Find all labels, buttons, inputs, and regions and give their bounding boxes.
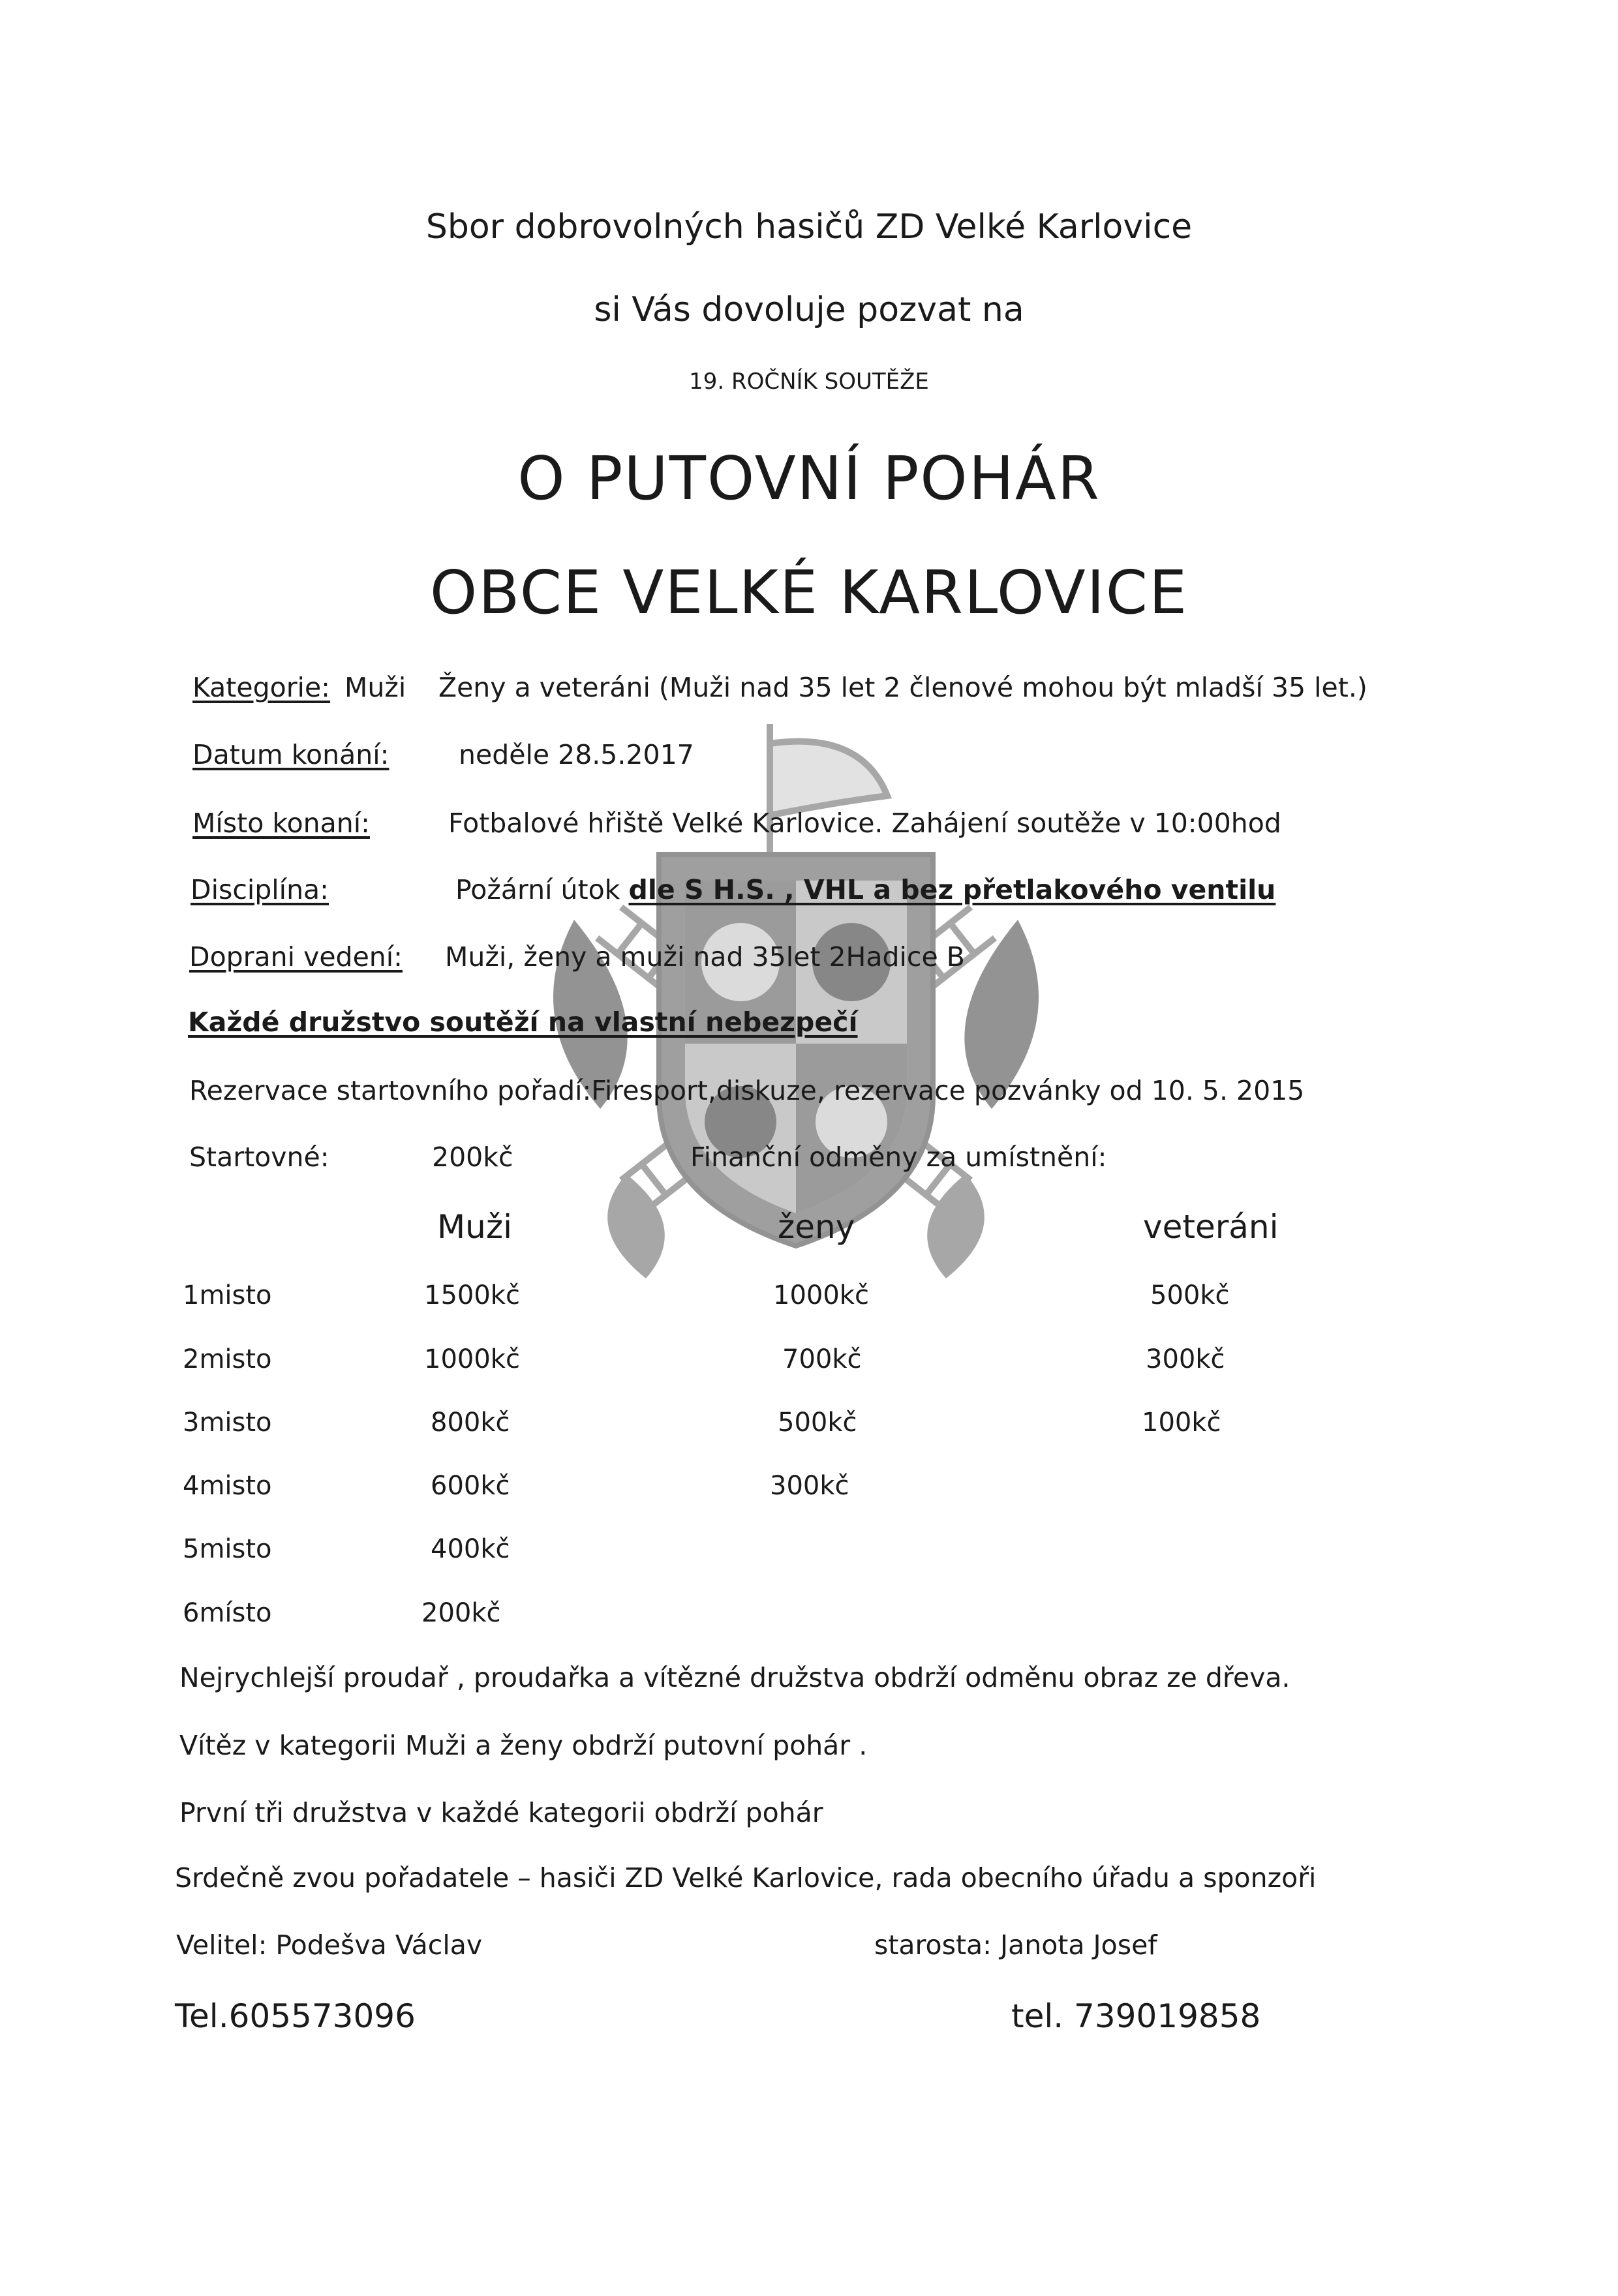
footer-line-4: Srdečně zvou pořadatele – hasiči ZD Velké Karlovice, rada obecního úřadu a sponzoři bbox=[175, 1862, 1317, 1894]
row-muzi: 800kč bbox=[431, 1408, 510, 1438]
risk-notice: Každé družstvo soutěží na vlastní nebezpečí bbox=[188, 1006, 858, 1038]
row-veterani: 300kč bbox=[1146, 1344, 1225, 1374]
edition-line: 19. ROČNÍK SOUTĚŽE bbox=[689, 369, 929, 395]
title-line-1: O PUTOVNÍ POHÁR bbox=[517, 444, 1101, 513]
commander-phone: Tel.605573096 bbox=[175, 1997, 416, 2035]
place-value: Fotbalové hřiště Velké Karlovice. Zahájení soutěže v 10:00hod bbox=[448, 808, 1281, 839]
date-label: Datum konání: bbox=[192, 739, 389, 770]
row-veterani: 100kč bbox=[1142, 1408, 1221, 1438]
row-zeny: 700kč bbox=[782, 1344, 862, 1374]
category-muzi: Muži bbox=[344, 672, 406, 703]
reservation-line: Rezervace startovního pořadí:Firesport,diskuze, rezervace pozvánky od 10. 5. 2015 bbox=[189, 1075, 1305, 1106]
row-place: 4misto bbox=[183, 1471, 272, 1501]
row-place: 3misto bbox=[183, 1408, 272, 1438]
row-muzi: 400kč bbox=[431, 1534, 510, 1564]
row-veterani: 500kč bbox=[1150, 1280, 1230, 1310]
mayor-name: starosta: Janota Josef bbox=[874, 1929, 1157, 1961]
footer-line-2: Vítěz v kategorii Muži a ženy obdrží putovní pohár . bbox=[179, 1730, 868, 1761]
date-value: neděle 28.5.2017 bbox=[459, 739, 694, 770]
footer-line-1: Nejrychlejší proudař , proudařka a vítězné družstva obdrží odměnu obraz ze dřeva. bbox=[179, 1662, 1290, 1693]
title-line-2: OBCE VELKÉ KARLOVICE bbox=[429, 558, 1189, 627]
discipline-rules: dle S H.S. , VHL a bez přetlakového ventilu bbox=[628, 874, 1276, 905]
category-value: Ženy a veteráni (Muži nad 35 let 2 členové mohou být mladší 35 let.) bbox=[438, 672, 1367, 703]
row-place: 2misto bbox=[183, 1344, 272, 1374]
row-muzi: 200kč bbox=[421, 1598, 501, 1628]
organization-heading: Sbor dobrovolných hasičů ZD Velké Karlovice bbox=[425, 207, 1193, 247]
fee-label: Startovné: bbox=[189, 1141, 329, 1173]
row-place: 5misto bbox=[183, 1534, 272, 1564]
discipline-label: Disciplína: bbox=[191, 874, 329, 905]
row-place: 6místo bbox=[183, 1598, 272, 1628]
column-veterani: veteráni bbox=[1143, 1208, 1279, 1246]
prizes-label: Finanční odměny za umístnění: bbox=[690, 1141, 1107, 1173]
discipline-prefix: Požární útok bbox=[455, 874, 620, 905]
invite-line: si Vás dovoluje pozvat na bbox=[594, 290, 1024, 329]
row-zeny: 300kč bbox=[770, 1471, 849, 1501]
column-zeny: ženy bbox=[778, 1208, 855, 1246]
row-muzi: 1000kč bbox=[424, 1344, 520, 1374]
discipline-value bbox=[455, 874, 1275, 905]
footer-line-3: První tři družstva v každé kategorii obdrží pohár bbox=[179, 1797, 823, 1828]
column-muzi: Muži bbox=[437, 1208, 512, 1246]
category-label: Kategorie: bbox=[192, 672, 330, 703]
fee-value: 200kč bbox=[432, 1141, 513, 1173]
row-muzi: 600kč bbox=[431, 1471, 510, 1501]
row-place: 1misto bbox=[183, 1280, 272, 1310]
transport-value: Muži, ženy a muži nad 35let 2Hadice B bbox=[445, 941, 965, 973]
commander-name: Velitel: Podešva Václav bbox=[176, 1929, 483, 1961]
place-label: Místo konaní: bbox=[192, 808, 370, 839]
transport-label: Doprani vedení: bbox=[189, 941, 403, 973]
row-muzi: 1500kč bbox=[424, 1280, 520, 1310]
row-zeny: 1000kč bbox=[773, 1280, 869, 1310]
mayor-phone: tel. 739019858 bbox=[1011, 1997, 1261, 2035]
row-zeny: 500kč bbox=[778, 1408, 857, 1438]
